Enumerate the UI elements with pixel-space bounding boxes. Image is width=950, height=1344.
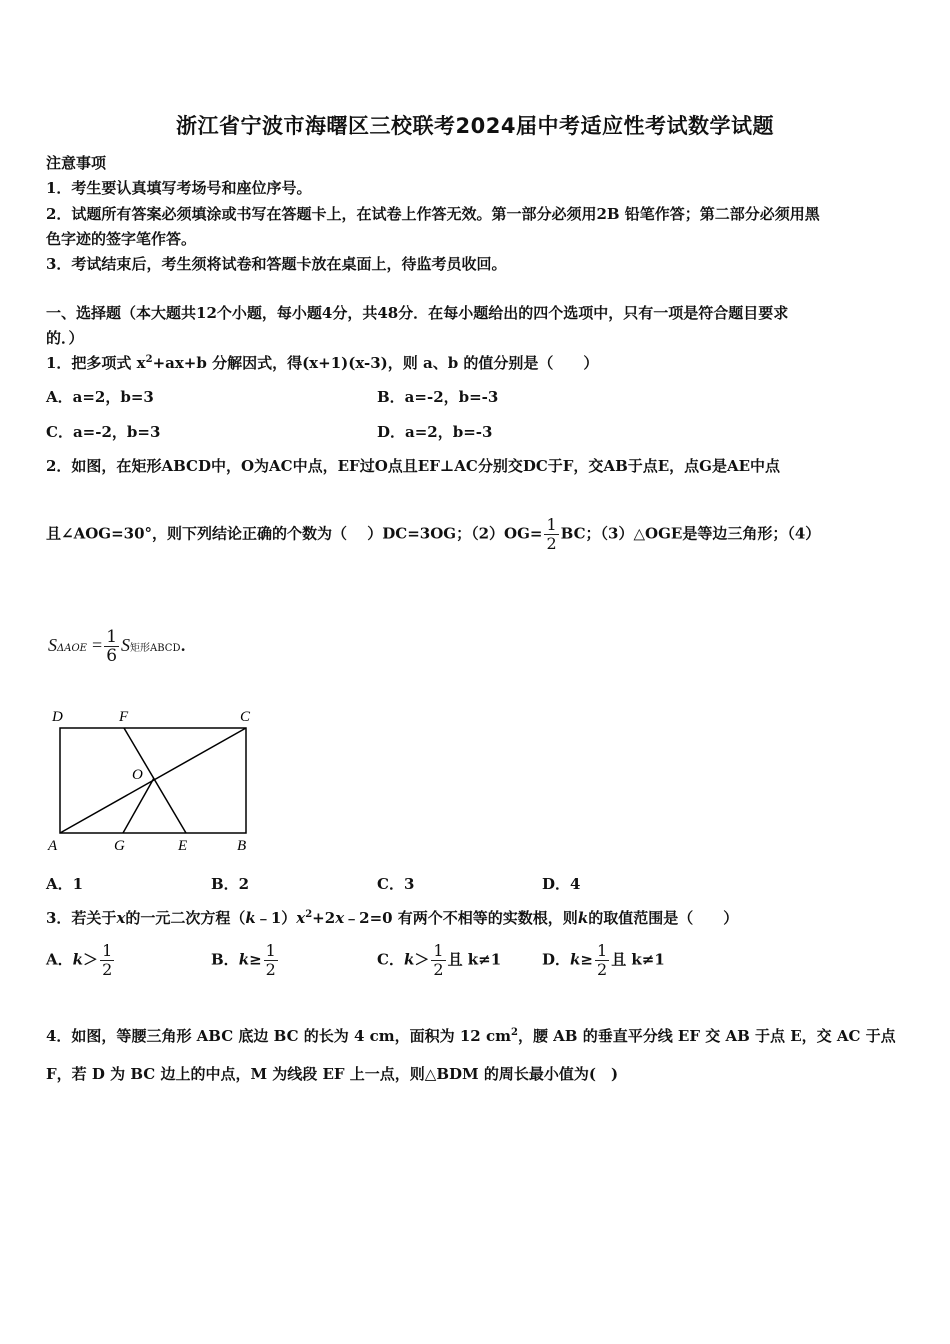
q1-option-d[interactable]: D．a=2，b=-3 bbox=[377, 423, 493, 441]
section-heading: 一、选择题（本大题共12个小题，每小题4分，共48分．在每小题给出的四个选项中，只有一项是符合题目要求 bbox=[46, 304, 789, 322]
notice-item-1: 1．考生要认真填写考场号和座位序号。 bbox=[46, 179, 312, 197]
area-formula: SΔAOE = $\frac{1}{6}$ S矩形ABCD. bbox=[48, 627, 186, 666]
label-o: O bbox=[132, 767, 143, 783]
notice-item-3: 3．考试结束后，考生须将试卷和答题卡放在桌面上，待监考员收回。 bbox=[46, 255, 507, 273]
label-c: C bbox=[240, 709, 251, 725]
label-g: G bbox=[114, 838, 125, 854]
label-e: E bbox=[178, 838, 188, 854]
segment-og bbox=[123, 778, 154, 833]
question-2-stem-cont: 且∠AOG=30°，则下列结论正确的个数为（ ）DC=3OG；（2）OG= $\frac{1}{2}$ BC；（3）△OGE是等边三角形；（4） bbox=[46, 515, 821, 553]
q2-option-c[interactable]: C．3 bbox=[377, 875, 415, 893]
rectangle-figure bbox=[44, 704, 264, 856]
section-heading-cont: 的．） bbox=[46, 329, 84, 347]
notice-heading: 注意事项 bbox=[46, 154, 107, 172]
notice-item-2-cont: 色字迹的签字笔作答。 bbox=[46, 230, 197, 248]
question-1-stem: 1．把多项式 $x^2+ax+b$ 分解因式，得(x+1)(x-3)，则 a、b 的值分别是（ ） bbox=[46, 354, 599, 372]
q1-option-b[interactable]: B．a=-2，b=-3 bbox=[377, 388, 499, 406]
q3-option-b[interactable]: B．k≥ $\frac{1}{2}$ bbox=[211, 941, 276, 979]
q3-option-c[interactable]: C．k＞ $\frac{1}{2}$ 且 k≠1 bbox=[377, 941, 502, 979]
question-4-stem-cont: F，若 D 为 BC 边上的中点，M 为线段 EF 上一点，则△BDM 的周长最小值为( ) bbox=[46, 1065, 619, 1083]
question-4-stem: 4．如图，等腰三角形 ABC 底边 BC 的长为 4 cm，面积为 12 $cm^2$，腰 AB 的垂直平分线 EF 交 AB 于点 E，交 AC 于点 bbox=[46, 1027, 896, 1045]
fraction-half: $\frac{1}{2}$ bbox=[546, 515, 557, 553]
q2-option-d[interactable]: D．4 bbox=[542, 875, 581, 893]
question-2-stem: 2．如图，在矩形ABCD中，O为AC中点，EF过O点且EF⊥AC分别交DC于F，交AB于点E，点G是AE中点 bbox=[46, 457, 781, 475]
label-f: F bbox=[119, 709, 129, 725]
q1-option-c[interactable]: C．a=-2，b=3 bbox=[46, 423, 161, 441]
q1-option-a[interactable]: A．a=2，b=3 bbox=[46, 388, 154, 406]
q2-option-a[interactable]: A．1 bbox=[46, 875, 84, 893]
q3-option-a[interactable]: A．k＞ $\frac{1}{2}$ bbox=[46, 941, 113, 979]
question-3-stem: 3．若关于x的一元二次方程$(k﹣1)x^2+2x﹣2=0$ 有两个不相等的实数根，则k的取值范围是（ ） bbox=[46, 909, 739, 927]
q3-option-d[interactable]: D．k≥ $\frac{1}{2}$ 且 k≠1 bbox=[542, 941, 665, 979]
label-a: A bbox=[48, 838, 58, 854]
notice-item-2: 2．试题所有答案必须填涂或书写在答题卡上，在试卷上作答无效。第一部分必须用2B 铅笔作答；第二部分必须用黑 bbox=[46, 205, 820, 223]
q2-option-b[interactable]: B．2 bbox=[211, 875, 250, 893]
label-b: B bbox=[237, 838, 247, 854]
page-title: 浙江省宁波市海曙区三校联考2024届中考适应性考试数学试题 bbox=[176, 114, 774, 138]
label-d: D bbox=[52, 709, 63, 725]
